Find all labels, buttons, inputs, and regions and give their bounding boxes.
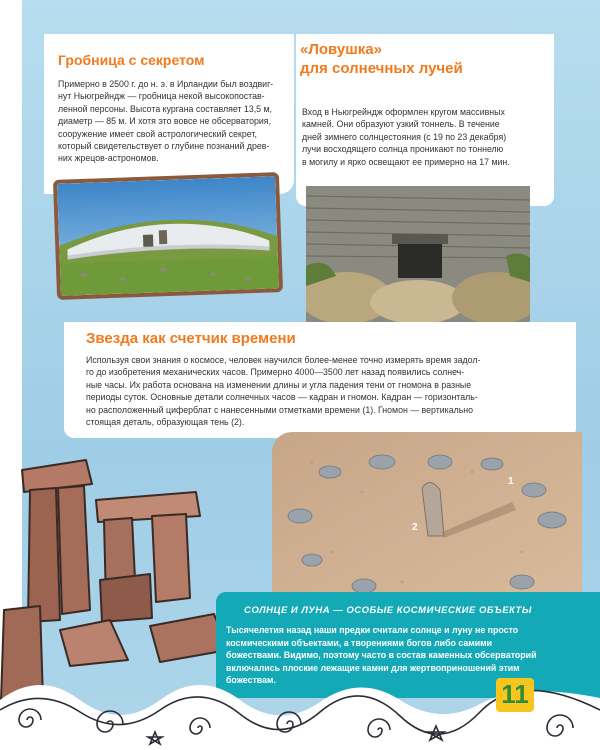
text-line: го до изобретения механических часов. Примерно 4000—3500 лет назад появились солнеч- (86, 367, 465, 378)
tomb-text (58, 78, 280, 165)
text-line: ленной персоны. Высота кургана составляет 13,5 м, (58, 103, 273, 114)
text-line: дней зимнего солнцестояния (с 19 по 23 декабря) (302, 131, 507, 142)
text-line: Вход в Ньюгрейндж оформлен кругом массивных (302, 107, 505, 117)
page-number: 11 (501, 679, 529, 709)
text-line: диаметр — 85 м. И хотя это вовсе не обсерватория, (58, 116, 272, 127)
tomb-heading: Гробница с секретом (58, 52, 205, 68)
trap-heading (300, 40, 540, 78)
text-line: ные часы. Их работа основана на изменении длины и угла падения тени от гномона в разные (86, 379, 472, 390)
text-line: Тысячелетия назад наши предки считали солнце и луну не просто (226, 625, 519, 635)
entrance-photo (306, 186, 530, 324)
text-line: камней. Они образуют узкий тоннель. В течение (302, 119, 500, 130)
text-line: Примерно в 2500 г. до н. э. в Ирландии был воздвиг- (58, 79, 274, 89)
text-line: включались плоские лежащие камни для жертвоприношений этим (226, 662, 520, 673)
text-line: в могилу и ярко освещают ее примерно на 17 мин. (302, 156, 510, 167)
sundial-label-1: 1 (508, 476, 514, 487)
sundial-label-2: 2 (412, 522, 418, 533)
text-line: лучи восходящего солнца проникают по тоннелю (302, 144, 504, 155)
trap-heading-line2: для солнечных лучей (300, 60, 463, 77)
text-line: стоящая деталь, образующая тень (2). (86, 417, 245, 428)
text-line: но расположенный циферблат с нанесенными отметками времени (1). Гномон — вертикально (86, 404, 474, 415)
sidebar-heading: СОЛНЦЕ И ЛУНА — ОСОБЫЕ КОСМИЧЕСКИЕ ОБЪЕКТЫ (244, 605, 532, 616)
text-line: нут Ньюгрейндж — гробница некой высокопостав- (58, 91, 265, 102)
text-line: них жрецов-астрономов. (58, 153, 159, 164)
sundial-heading: Звезда как счетчик времени (86, 330, 296, 347)
text-line: сооружение имеет свой астрологический секрет, (58, 128, 257, 139)
text-line: божествам. (226, 675, 276, 685)
text-line: божествами. Видимо, поэтому часто в состав каменных обсерваторий (226, 650, 537, 660)
trap-heading-line1: «Ловушка» (300, 41, 382, 58)
text-line: периоды суток. Основные детали солнечных часов — кадран и гномон. Кадран — горизонталь- (86, 392, 478, 403)
text-line: который свидетельствует о глубине познаний древ- (58, 141, 270, 152)
text-line: космическими объектами, а творениями богов либо самими (226, 637, 493, 648)
trap-text (302, 106, 538, 168)
sundial-text (86, 354, 562, 428)
sundial-photo (272, 432, 582, 608)
text-line: Используя свои знания о космосе, человек научился более-менее точно измерять время задол- (86, 355, 481, 365)
newgrange-photo (53, 172, 283, 300)
